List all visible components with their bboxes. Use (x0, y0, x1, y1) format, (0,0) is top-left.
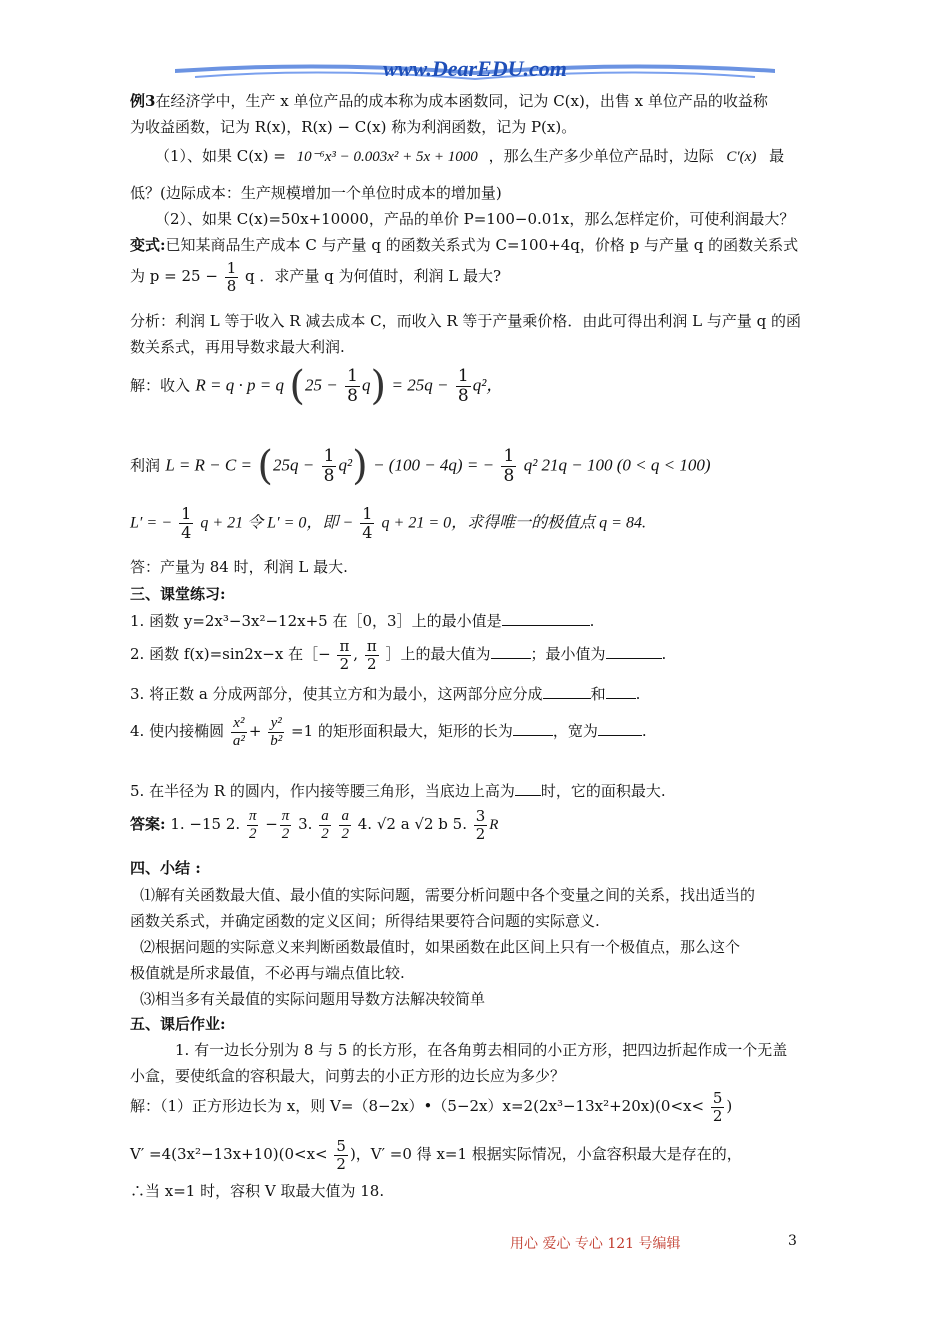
example3-q2: （2）、如果 C(x)=50x+10000，产品的单价 P=100−0.01x，那么怎样定价，可使利润最大？ (155, 210, 795, 228)
analysis-line1: 分析：利润 L 等于收入 R 减去成本 C，而收入 R 等于产量乘价格．由此可得出利润 L 与产量 q 的函 (130, 312, 802, 330)
practice-answers: 答案: 1. −15 2. $\frac{\pi}{2}$ − $\frac{\pi}{2}$ 3. $\frac{a}{2}$ $\frac{a}{2}$ 4. √2 a √2 b 5. $\frac{3}{2}$ R (130, 807, 499, 843)
derivative-line: L′ = − $\frac{1}{4}$ q + 21 令 L′ = 0，即 − $\frac{1}{4}$ q + 21 = 0，求得唯一的极值点 q = 84. (130, 504, 646, 542)
homework-1a: 1. 有一边长分别为 8 与 5 的长方形，在各角剪去相同的小正方形，把四边折起作成一个无盖 (175, 1041, 788, 1059)
variant-line1: 变式:已知某商品生产成本 C 与产量 q 的函数关系式为 C=100+4q，价格 p 与产量 q 的函数关系式 (130, 236, 799, 254)
answer-line: 答：产量为 84 时，利润 L 最大. (130, 558, 348, 576)
marginal-cost: C′(x) (726, 149, 757, 165)
footer-text: 用心 爱心 专心 121 号编辑 (510, 1236, 681, 1252)
example3-q1: （1）、如果 C(x) = 10⁻⁶x³ − 0.003x² + 5x + 1000 ，那么生产多少单位产品时，边际 C′(x) 最 (155, 147, 785, 165)
banner-text: www.DearEDU.com (383, 56, 567, 81)
practice-item-1: 1. 函数 y=2x³−3x²−12x+5 在［0，3］上的最小值是 . (130, 612, 595, 630)
profit-equation: 利润 L = R − C = (25q − $\frac{1}{8}$ q²) − (100 − 4q) = − $\frac{1}{8}$ q² 21q − 100 (0 < q < 100) (130, 443, 711, 489)
summary-2a: ⑵根据问题的实际意义来判断函数最值时，如果函数在此区间上只有一个极值点，那么这个 (140, 938, 741, 956)
cost-formula: 10⁻⁶x³ − 0.003x² + 5x + 1000 (296, 149, 478, 165)
homework-1b: 小盒，要使纸盒的容积最大，问剪去的小正方形的边长应为多少？ (130, 1067, 566, 1085)
fraction-one-eighth: $\frac{1}{8}$ (226, 259, 237, 295)
practice-item-5: 5. 在半径为 R 的圆内，作内接等腰三角形，当底边上高为 时，它的面积最大. (130, 782, 666, 800)
homework-heading: 五、课后作业: (130, 1015, 226, 1033)
analysis-line2: 数关系式，再用导数求最大利润. (130, 338, 345, 356)
variant-line2: 为 p = 25 − $\frac{1}{8}$ q ．求产量 q 为何值时，利润 L 最大? (130, 259, 502, 295)
example3-line1: 例3在经济学中，生产 x 单位产品的成本称为成本函数同，记为 C(x)，出售 x 单位产品的收益称 (130, 92, 768, 110)
homework-solution-b: V′ =4(3x²−13x+10)(0<x< $\frac{5}{2}$ )，V′ =0 得 x=1 根据实际情况，小盒容积最大是存在的， (130, 1137, 742, 1173)
page-number: 3 (788, 1233, 797, 1249)
practice-item-3: 3. 将正数 a 分成两部分，使其立方和为最小，这两部分应分成 和 . (130, 685, 641, 703)
example3-line2: 为收益函数，记为 R(x)，R(x) − C(x) 称为利润函数，记为 P(x)。 (130, 118, 577, 136)
example3-q1-line2: 低？(边际成本：生产规模增加一个单位时成本的增加量) (130, 184, 502, 202)
practice-item-4: 4. 使内接椭圆 $\frac{\text{x²}}{\text{a²}}$ + $\frac{\text{y²}}{\text{b²}}$ =1 的矩形面积最大，矩形的长为 ，宽为 . (130, 715, 647, 749)
summary-heading: 四、小结 : (130, 859, 201, 877)
example3-label: 例3 (130, 92, 156, 110)
homework-solution-c: ∴当 x=1 时，容积 V 取最大值为 18. (130, 1182, 385, 1200)
summary-2b: 极值就是所求最值，不必再与端点值比较. (130, 964, 405, 982)
summary-1b: 函数关系式，并确定函数的定义区间；所得结果要符合问题的实际意义. (130, 912, 600, 930)
practice-item-2: 2. 函数 f(x)=sin2x−x 在［− $\frac{\pi}{2}$ , $\frac{\pi}{2}$ ］上的最大值为 ；最小值为 . (130, 637, 667, 673)
practice-heading: 三、课堂练习: (130, 585, 226, 603)
summary-3: ⑶相当多有关最值的实际问题用导数方法解决较简单 (140, 990, 486, 1008)
summary-1a: ⑴解有关函数最大值、最小值的实际问题，需要分析问题中各个变量之间的关系，找出适当的 (140, 886, 756, 904)
homework-solution-a: 解：（1）正方形边长为 x，则 V=（8−2x）•（5−2x）x=2(2x³−13x²+20x)(0<x< $\frac{5}{2}$ ) (130, 1089, 733, 1125)
variant-label: 变式: (130, 236, 166, 254)
revenue-equation: 解：收入 R = q · p = q (25 − $\frac{1}{8}$ q) = 25q − $\frac{1}{8}$ q²， (130, 363, 504, 409)
banner-logo (175, 55, 775, 89)
